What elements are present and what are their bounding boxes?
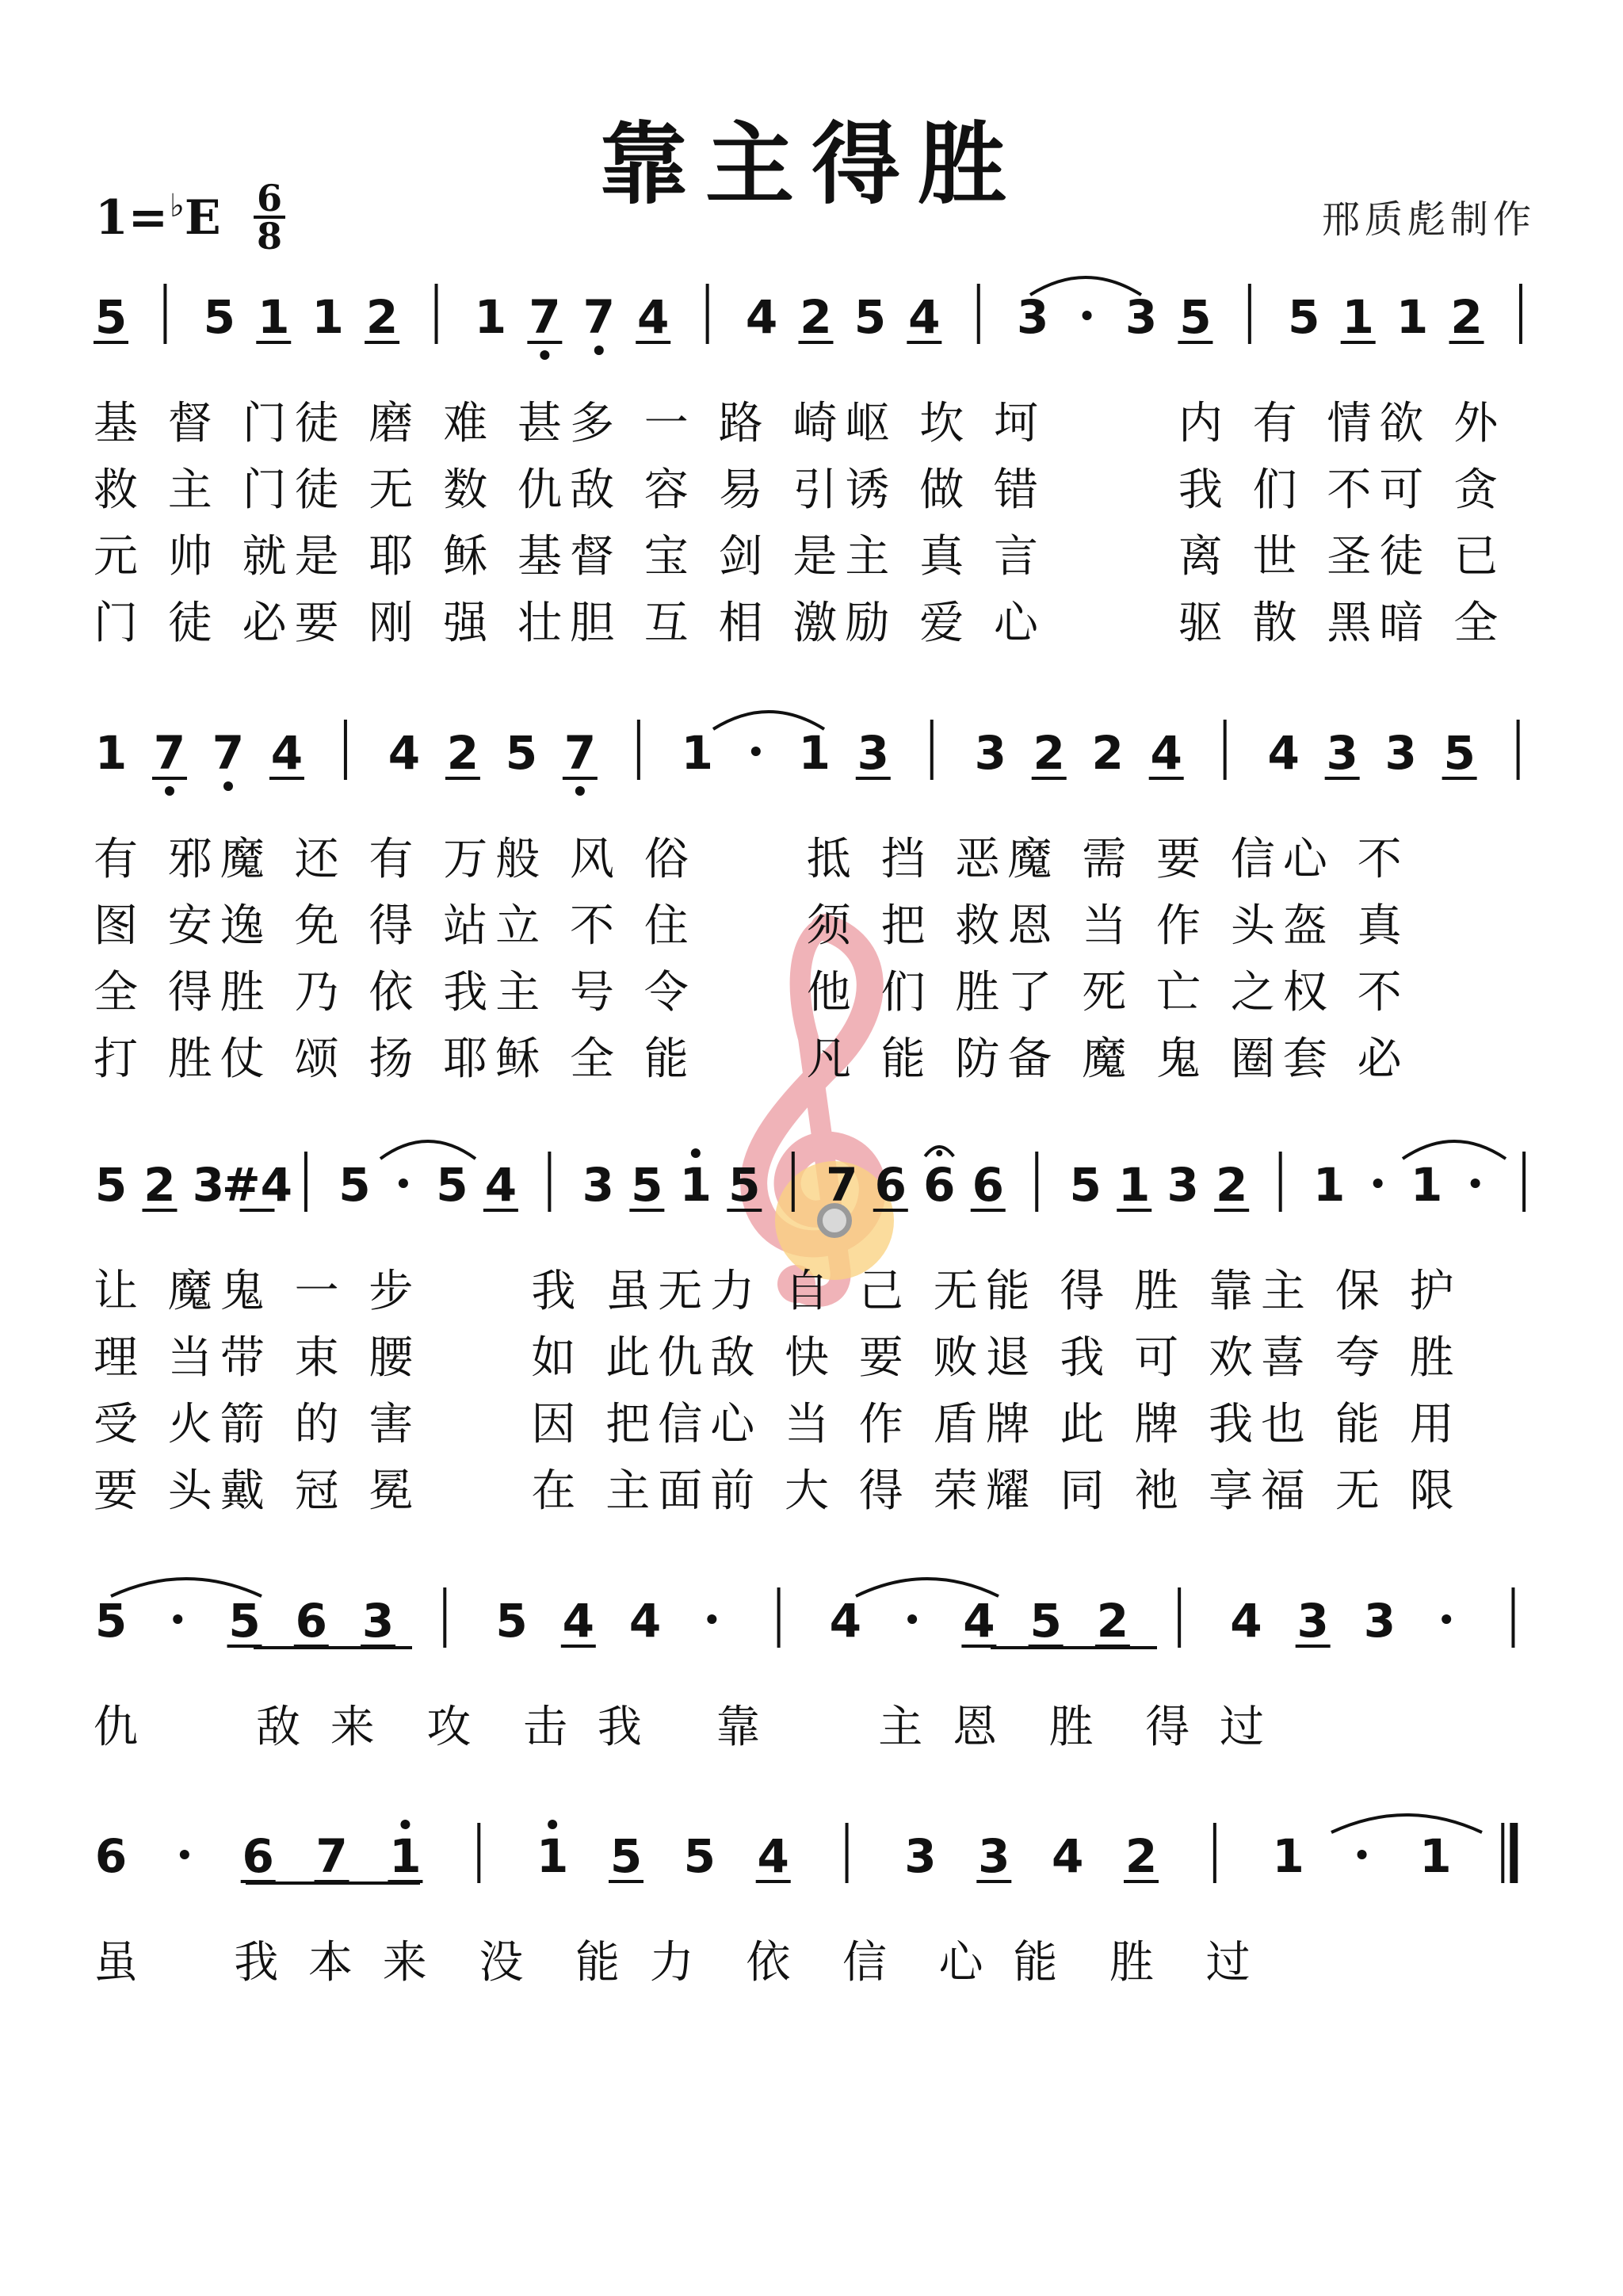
note-digit: 1 [1396,290,1429,344]
duration-dot [907,1614,917,1624]
note-digit: 5 [436,1158,468,1212]
note-digit: 7 [153,726,186,780]
note-digit: 3 [1125,290,1158,344]
note-digit: 1 [311,290,344,344]
note-digit: 3 [1384,726,1417,780]
note-digit: 4 [745,290,778,344]
note-digit: 4 [963,1594,995,1648]
high-octave-dot [400,1820,410,1829]
lyric-line: 有 邪魔 还 有 万般 风 俗 抵 挡 恶魔 需 要 信心 不 [94,834,1410,885]
lyric-line: 受 火箭 的 害 因 把信心 当 作 盾牌 此 牌 我也 能 用 [94,1399,1462,1450]
slur-arc [1331,1815,1482,1832]
duration-dot [399,1179,408,1188]
key-signature [95,187,221,246]
meter-denominator: 8 [256,215,282,258]
note-digit: 4 [757,1829,789,1883]
note-digit: 2 [1450,290,1483,344]
note-digit: 1 [1118,1158,1151,1212]
low-octave-dot [223,781,233,791]
note-digit: 3 [192,1158,225,1212]
note-digit: 3 [1326,726,1358,780]
note-digit: 2 [446,726,479,780]
note-digit: 6 [242,1829,274,1883]
note-digit: 3 [857,726,889,780]
note-digit: 3 [1016,290,1049,344]
note-digit: 5 [683,1829,716,1883]
lyric-line: 图 安逸 免 得 站立 不 住 须 把 救恩 当 作 头盔 真 [94,900,1410,952]
slur-arc [713,712,824,729]
slur-arc [1030,277,1141,295]
note-digit: 6 [923,1158,956,1212]
note-digit: 5 [338,1158,371,1212]
note-digit: 1 [1272,1829,1304,1883]
low-octave-dot [165,786,174,796]
note-digit: 7 [315,1829,348,1883]
meter-numerator: 6 [256,177,282,220]
slur-arc [1403,1141,1506,1159]
note-digit: 4 [1267,726,1300,780]
lyric-line: 救 主 门徒 无 数 仇敌 容 易 引诱 做 错 我 们 不可 贪 [94,464,1507,516]
note-digit: 7 [529,290,561,344]
note-digit: 5 [609,1829,643,1883]
note-digit: 5 [94,1158,128,1212]
duration-dot [1442,1614,1451,1624]
note-digit: 5 [1179,290,1212,344]
note-digit: 4 [484,1158,517,1212]
time-signature [252,177,287,258]
note-digit: 1 [798,726,831,780]
high-octave-dot [691,1148,701,1158]
note-digit: 3 [1363,1594,1396,1648]
note-digit: #4 [221,1158,292,1212]
note-digit: 5 [631,1158,663,1212]
note-digit: 5 [1029,1594,1062,1648]
duration-dot [1471,1179,1480,1188]
lyric-line: 虽 我 本 来 没 能 力 依 信 心 能 胜 过 [94,1937,1258,1988]
note-digit: 2 [365,290,399,344]
note-digit: 1 [474,290,507,344]
duration-dot [1358,1850,1367,1859]
note-digit: 5 [203,290,236,344]
note-digit: 7 [826,1158,858,1212]
note-digit: 1 [1419,1829,1452,1883]
note-digit: 5 [1288,290,1320,344]
fermata-dot [936,1150,942,1156]
note-digit: 2 [1033,726,1065,780]
note-digit: 4 [1051,1829,1084,1883]
slur-arc [111,1579,262,1596]
duration-dot [707,1614,716,1624]
note-digit: 3 [904,1829,937,1883]
note-digit: 6 [874,1158,907,1212]
note-digit: 4 [1150,726,1182,780]
note-digit: 6 [972,1158,1004,1212]
note-digit: 1 [679,1158,712,1212]
note-digit: 1 [1342,290,1374,344]
note-digit: 1 [258,290,290,344]
note-digit: 3 [361,1594,395,1648]
note-digit: 1 [94,726,128,780]
note-digit: 4 [908,290,941,344]
note-digit: 4 [388,726,421,780]
note-digit: 5 [228,1594,261,1648]
note-digit: 4 [1230,1594,1262,1648]
note-digit: 7 [212,726,245,780]
note-digit: 5 [854,290,887,344]
lyric-line: 仇 敌 来 攻 击 我 靠 主 恩 胜 得 过 [94,1702,1273,1753]
note-digit: 1 [681,726,714,780]
fermata-icon [925,1147,953,1156]
note-digit: 3 [974,726,1006,780]
note-digit: 3 [978,1829,1010,1883]
note-digit: 1 [389,1829,422,1883]
duration-dot [173,1614,182,1624]
note-digit: 6 [295,1594,327,1648]
note-digit: 5 [94,1594,128,1648]
note-digit: 3 [1296,1594,1329,1648]
note-digit: 2 [1216,1158,1248,1212]
note-digit: 5 [94,290,128,344]
note-digit: 5 [728,1158,761,1212]
note-digit: 4 [637,290,670,344]
play-knob-icon [817,1203,852,1238]
duration-dot [1083,311,1092,320]
note-digit: 6 [94,1829,128,1883]
note-digit: 5 [1443,726,1476,780]
song-title: 靠主得胜 [599,113,1024,216]
note-digit: 2 [1096,1594,1129,1648]
lyric-line: 基 督 门徒 磨 难 甚多 一 路 崎岖 坎 坷 内 有 情欲 外 [94,398,1507,449]
lyric-line: 打 胜仗 颂 扬 耶稣 全 能 凡 能 防备 魔 鬼 圈套 必 [94,1033,1410,1085]
note-digit: 2 [800,290,832,344]
duration-dot [1373,1179,1383,1188]
note-digit: 1 [1410,1158,1443,1212]
note-digit: 5 [1069,1158,1102,1212]
note-digit: 4 [562,1594,594,1648]
note-digit: 5 [495,1594,528,1648]
key-tonic: E [184,190,221,246]
high-octave-dot [548,1820,557,1829]
slur-arc [380,1141,475,1159]
lyric-line: 元 帅 就是 耶 稣 基督 宝 剑 是主 真 言 离 世 圣徒 已 [94,531,1507,583]
note-digit: 4 [628,1594,662,1648]
lyric-line: 全 得胜 乃 依 我主 号 令 他 们 胜了 死 亡 之权 不 [94,967,1410,1018]
slur-arc [856,1579,999,1596]
lyric-line: 要 头戴 冠 冕 在 主面前 大 得 荣耀 同 衪 享福 无 限 [94,1465,1462,1517]
duration-dot [751,747,761,756]
lyric-line: 让 魔鬼 一 步 我 虽无力 自 己 无能 得 胜 靠主 保 护 [94,1266,1462,1317]
note-digit: 2 [1125,1829,1158,1883]
note-digit: 2 [1091,726,1124,780]
lyric-line: 门 徒 必要 刚 强 壮胆 互 相 激励 爱 心 驱 散 黑暗 全 [94,598,1507,649]
note-digit: 4 [829,1594,862,1648]
arranger-credit: 邢质彪制作 [1321,197,1536,242]
low-octave-dot [575,786,585,796]
key-prefix: 1= [95,190,169,246]
flat-sign: ♭ [170,187,185,224]
lyric-line: 理 当带 束 腰 如 此仇敌 快 要 败退 我 可 欢喜 夸 胜 [94,1332,1462,1384]
note-digit: 7 [582,290,615,344]
duration-dot [180,1850,189,1859]
low-octave-dot [594,346,604,355]
note-digit: 5 [505,726,538,780]
note-digit: 7 [563,726,597,780]
note-digit: 2 [143,1158,176,1212]
note-digit: 1 [536,1829,569,1883]
note-digit: 3 [582,1158,615,1212]
note-digit: 3 [1167,1158,1199,1212]
note-digit: 1 [1312,1158,1346,1212]
note-digit: 4 [270,726,304,780]
low-octave-dot [540,350,549,360]
